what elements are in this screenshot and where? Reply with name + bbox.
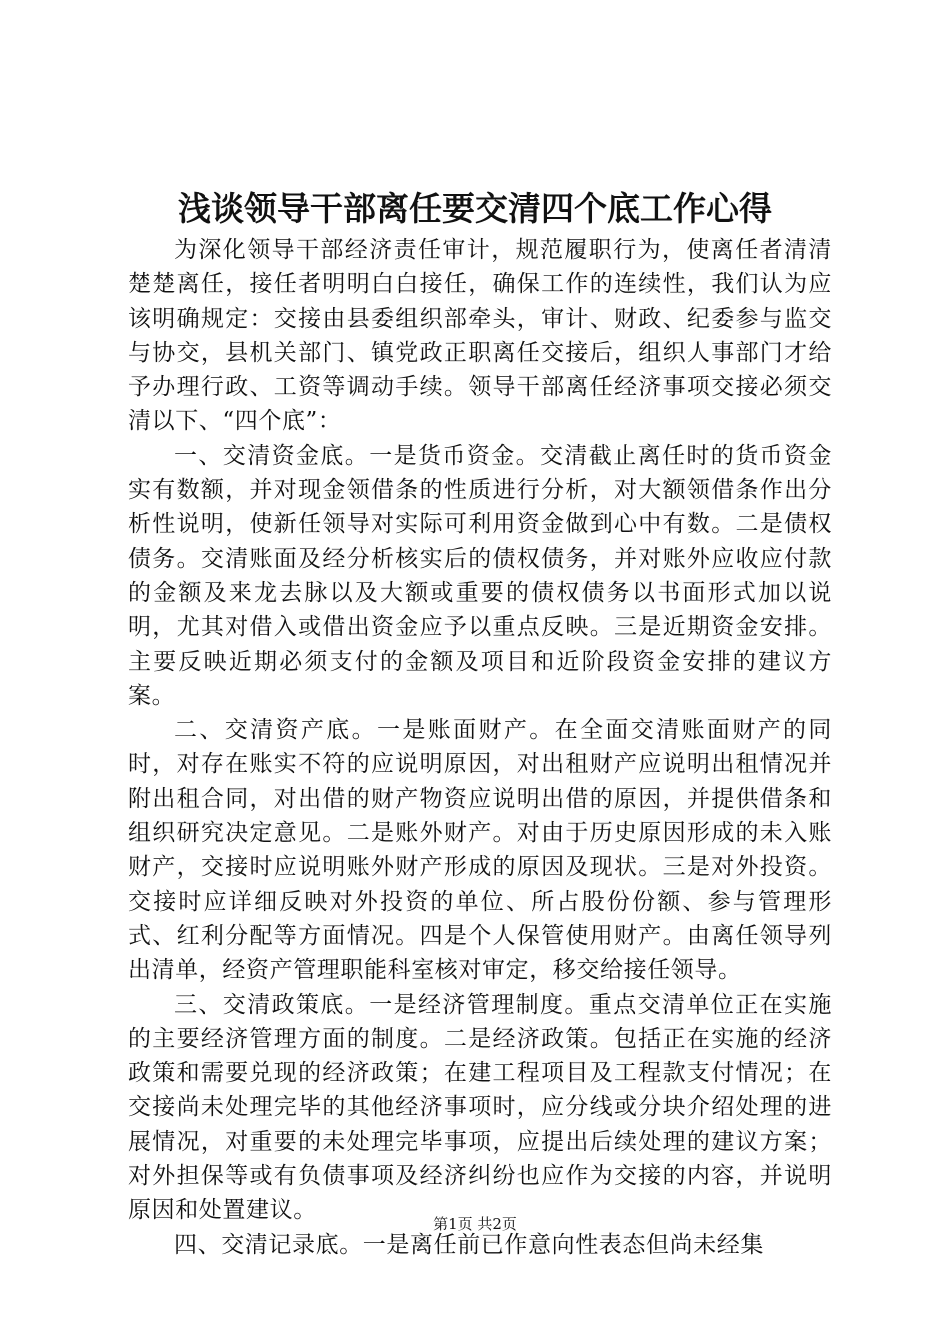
- paragraph-intro: 为深化领导干部经济责任审计，规范履职行为，使离任者清清楚楚离任，接任者明明白白接任，确保工作的连续性，我们认为应该明确规定：交接由县委组织部牵头，审计、财政、纪委参与监交与协交，县机关部门、镇党政正职离任交接后，组织人事部门才给予办理行政、工资等调动手续。领导干部离任经济事项交接必须交清以下、“四个底”：: [128, 237, 832, 435]
- paragraph-funds: 一、交清资金底。一是货币资金。交清截止离任时的货币资金实有数额，并对现金领借条的性质进行分析，对大额领借条作出分析性说明，使新任领导对实际可利用资金做到心中有数。二是债权债务。交清账面及经分析核实后的债权债务，并对账外应收应付款的金额及来龙去脉以及大额或重要的债权债务以书面形式加以说明，尤其对借入或借出资金应予以重点反映。三是近期资金安排。主要反映近期必须支付的金额及项目和近阶段资金安排的建议方案。: [128, 442, 832, 709]
- page-number-footer: 第1页 共2页: [433, 1215, 517, 1233]
- paragraph-assets: 二、交清资产底。一是账面财产。在全面交清账面财产的同时，对存在账实不符的应说明原因，对出租财产应说明出租情况并附出租合同，对出借的财产物资应说明出借的原因，并提供借条和组织研究决定意见。二是账外财产。对由于历史原因形成的未入账财产，交接时应说明账外财产形成的原因及现状。三是对外投资。交接时应详细反映对外投资的单位、所占股份份额、参与管理形式、红利分配等方面情况。四是个人保管使用财产。由离任领导列出清单，经资产管理职能科室核对审定，移交给接任领导。: [128, 717, 832, 984]
- paragraph-policy: 三、交清政策底。一是经济管理制度。重点交清单位正在实施的主要经济管理方面的制度。二是经济政策。包括正在实施的经济政策和需要兑现的经济政策；在建工程项目及工程款支付情况；在交接尚未处理完毕的其他经济事项时，应分线或分块介绍处理的进展情况，对重要的未处理完毕事项，应提出后续处理的建议方案；对外担保等或有负债事项及经济纠纷也应作为交接的内容，并说明原因和处置建议。: [128, 991, 832, 1224]
- document-body: [128, 233, 832, 1262]
- paragraph-records: 四、交清记录底。一是离任前已作意向性表态但尚未经集: [174, 1231, 764, 1258]
- document-title: 浅谈领导干部离任要交清四个底工作心得: [178, 189, 772, 228]
